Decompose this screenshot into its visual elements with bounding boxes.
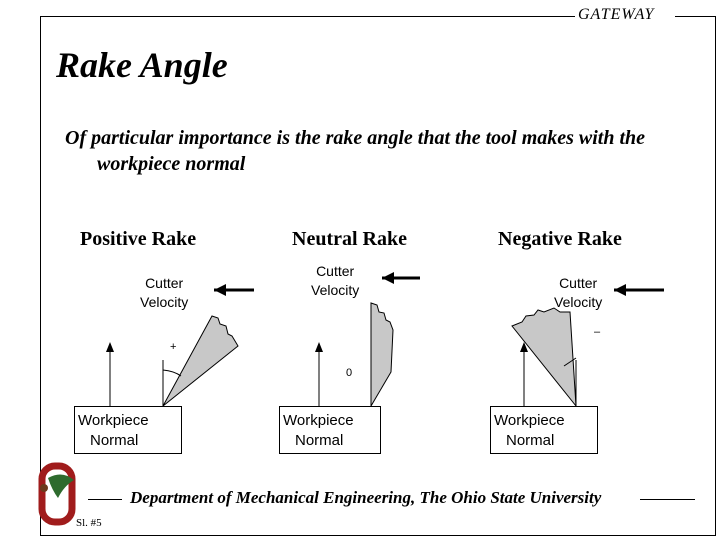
- angle-symbol-neutral: 0: [346, 367, 353, 379]
- tool-negative: [512, 308, 576, 406]
- cutter-label-line1: Cutter: [316, 263, 355, 279]
- cutter-velocity-label-negative: [554, 274, 602, 312]
- cutter-label-line2: Velocity: [554, 294, 603, 310]
- normal-arrowhead-positive: [106, 342, 114, 352]
- normal-arrowhead-neutral: [315, 342, 323, 352]
- angle-symbol-positive: +: [170, 341, 177, 353]
- cutter-label-line1: Cutter: [559, 275, 598, 291]
- workpiece-line1: Workpiece: [78, 412, 149, 429]
- footer-rule-right: [640, 499, 695, 500]
- slide-number: Sl. #5: [76, 517, 102, 529]
- workpiece-normal-box-positive: [74, 406, 182, 454]
- footer-department: Department of Mechanical Engineering, The Ohio State University: [130, 488, 602, 507]
- buckeye-nut-icon: [40, 484, 48, 492]
- workpiece-normal-box-neutral: [279, 406, 381, 454]
- osu-logo: [40, 466, 74, 522]
- gateway-brand: GATEWAY: [578, 6, 655, 23]
- workpiece-line2: Normal: [506, 432, 555, 449]
- workpiece-line2: Normal: [295, 432, 344, 449]
- workpiece-line2: Normal: [90, 432, 139, 449]
- workpiece-line1: Workpiece: [494, 412, 565, 429]
- workpiece-normal-box-negative: [490, 406, 598, 454]
- heading-negative-rake: Negative Rake: [498, 228, 622, 250]
- tool-neutral: [371, 303, 393, 406]
- subtitle: Of particular importance is the rake angle that the tool makes with the workpiece normal: [65, 127, 646, 175]
- footer-rule-left: [88, 499, 122, 500]
- cutter-arrowhead-positive: [214, 284, 226, 296]
- heading-neutral-rake: Neutral Rake: [292, 228, 407, 250]
- page-title: Rake Angle: [56, 45, 228, 85]
- heading-positive-rake: Positive Rake: [80, 228, 197, 250]
- angle-arc-positive: [163, 370, 181, 376]
- cutter-arrowhead-negative: [614, 284, 626, 296]
- cutter-label-line2: Velocity: [140, 294, 189, 310]
- cutter-label-line2: Velocity: [311, 282, 360, 298]
- cutter-velocity-label-neutral: [311, 262, 359, 300]
- workpiece-line1: Workpiece: [283, 412, 354, 429]
- tool-positive: [163, 316, 238, 406]
- angle-symbol-negative: –: [594, 326, 601, 338]
- cutter-arrowhead-neutral: [382, 272, 394, 284]
- cutter-label-line1: Cutter: [145, 275, 184, 291]
- cutter-velocity-label-positive: [140, 274, 188, 312]
